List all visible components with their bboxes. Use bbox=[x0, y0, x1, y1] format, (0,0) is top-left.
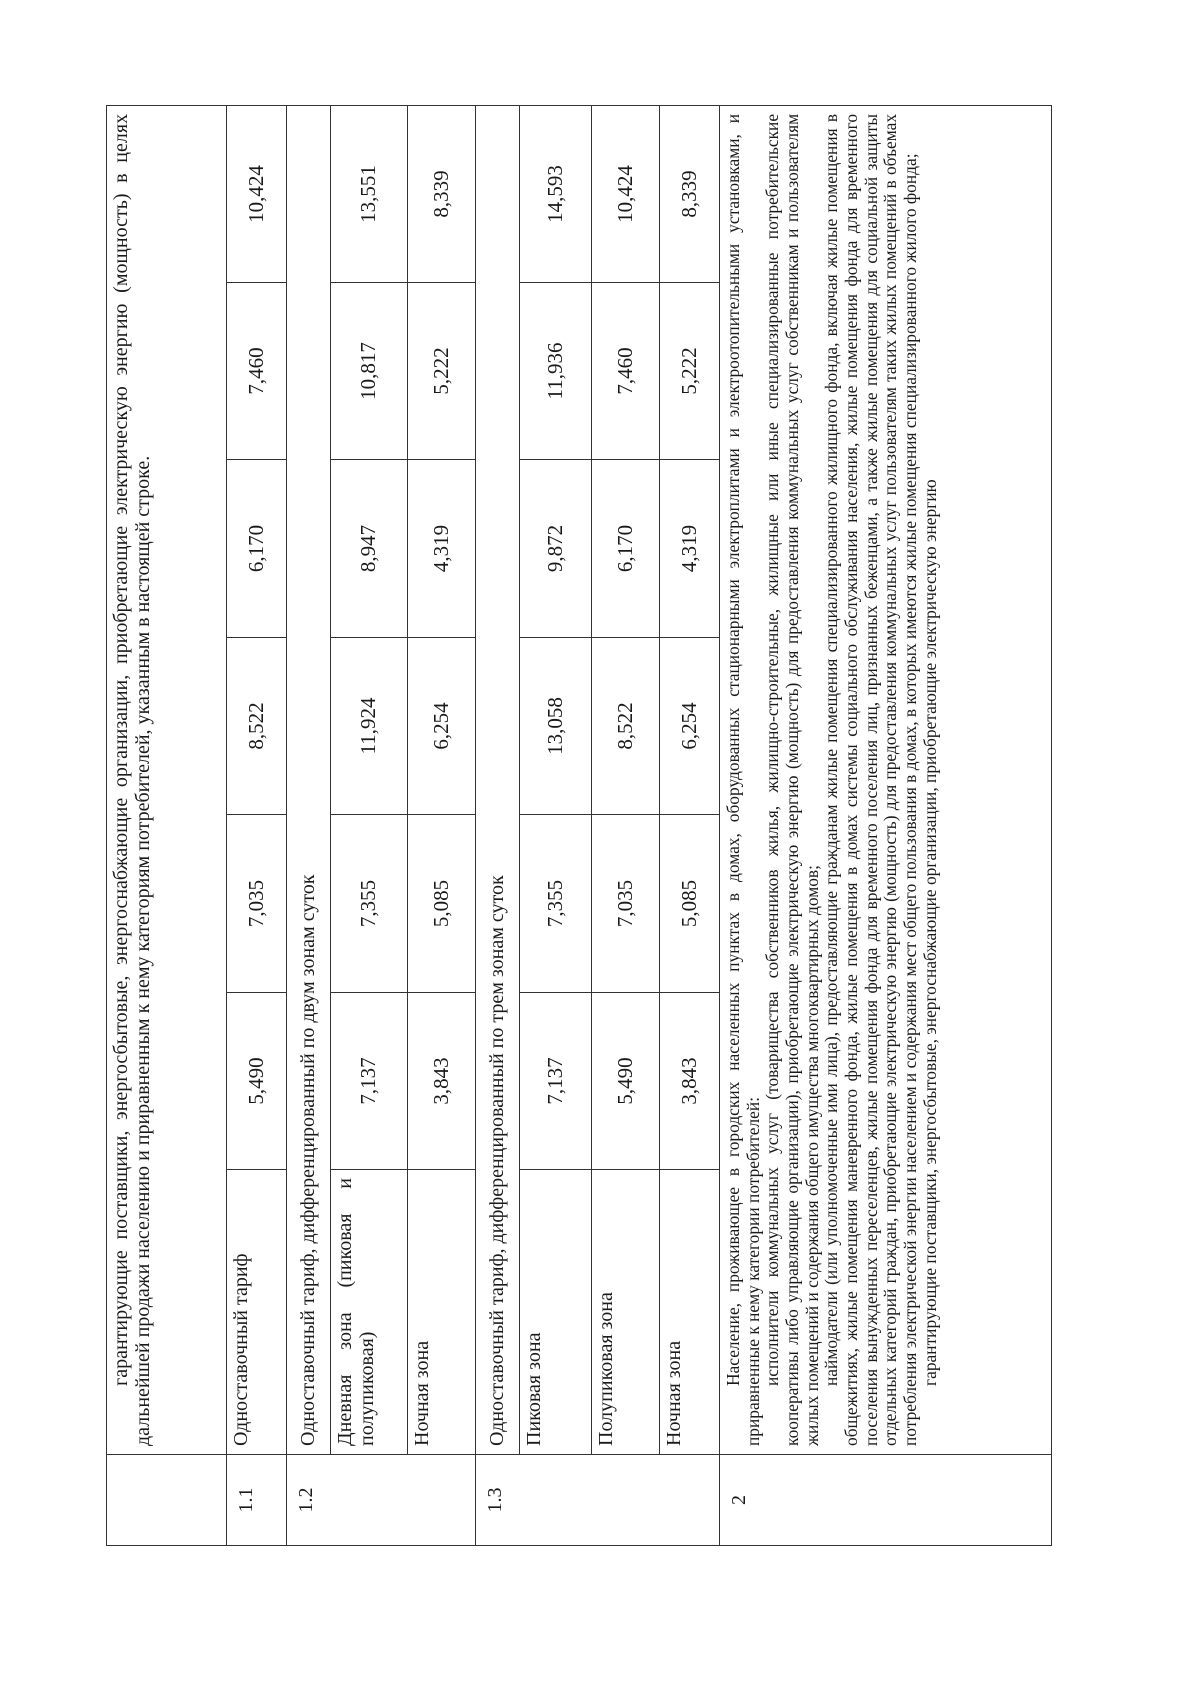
value-cell: 6,170 bbox=[227, 460, 287, 638]
index-cell bbox=[107, 1455, 227, 1546]
section-header: Одноставочный тариф, дифференцированный по двум зонам суток bbox=[287, 105, 331, 1454]
value-cell: 5,222 bbox=[408, 283, 476, 460]
value-cell: 7,460 bbox=[592, 283, 660, 460]
value-cell: 8,339 bbox=[408, 105, 476, 282]
value-cell: 7,460 bbox=[227, 283, 287, 460]
value-cell: 13,058 bbox=[520, 638, 592, 815]
table-row bbox=[592, 105, 660, 1545]
value-cell: 11,936 bbox=[520, 283, 592, 460]
table-row bbox=[408, 105, 476, 1545]
value-cell: 7,355 bbox=[520, 815, 592, 993]
value-cell: 5,490 bbox=[227, 993, 287, 1170]
header-text-cell: гарантирующие поставщики, энергосбытовые, энергоснабжающие организации, приобретающие электрическую энергию (мощность) в целях дальнейшей продажи населению и приравненным к нему категориям потребителей, указанным в настоящей строке. bbox=[107, 105, 227, 1454]
row-label: Полупиковая зона bbox=[592, 1170, 660, 1455]
paragraph: Население, проживающее в городских населенных пунктах в домах, оборудованных стационарными электроплитами и электроотопительными установками, и приравненные к нему категории потребителей: bbox=[723, 113, 763, 1446]
value-cell: 4,319 bbox=[408, 460, 476, 638]
table-row bbox=[331, 105, 408, 1545]
value-cell: 10,817 bbox=[331, 283, 408, 460]
row-number: 2 bbox=[720, 1455, 1052, 1546]
value-cell: 10,424 bbox=[592, 105, 660, 282]
value-cell: 8,522 bbox=[227, 638, 287, 815]
table-row bbox=[520, 105, 592, 1545]
table-row bbox=[476, 105, 520, 1545]
value-cell: 10,424 bbox=[227, 105, 287, 282]
value-cell: 8,522 bbox=[592, 638, 660, 815]
table-row bbox=[287, 105, 331, 1545]
paragraph: наймодатели (или уполномоченные ими лица), предоставляющие гражданам жилые помещения специализированного жилищного фонда, включая жилые помещения в общежитиях, жилые помещения маневренного фонда, жилые помещения в домах системы социального обслуживания населения, жилые помещения фонда для временного поселения вынужденных переселенцев, жилые помещения фонда для временного поселения лиц, признанных беженцами, а также жилые помещения для социальной защиты отдельных категорий граждан, приобретающие электрическую энергию (мощность) для предоставления коммунальных услуг пользователям таких жилых помещений в объемах потребления электрической энергии населением и содержания мест общего пользования в домах, в которых имеются жилые помещения специализированного жилого фонда; bbox=[821, 113, 920, 1446]
value-cell: 7,355 bbox=[331, 815, 408, 993]
row-label: Дневная зона (пиковая и полупиковая) bbox=[331, 1170, 408, 1455]
row-number: 1.3 bbox=[476, 1455, 720, 1546]
row-number: 1.2 bbox=[287, 1455, 476, 1546]
value-cell: 11,924 bbox=[331, 638, 408, 815]
value-cell: 14,593 bbox=[520, 105, 592, 282]
rotated-table-page bbox=[106, 106, 1051, 1546]
value-cell: 8,339 bbox=[660, 105, 720, 282]
table-row bbox=[660, 105, 720, 1545]
value-cell: 7,035 bbox=[592, 815, 660, 993]
tariff-table bbox=[106, 105, 1052, 1546]
value-cell: 8,947 bbox=[331, 460, 408, 638]
value-cell: 9,872 bbox=[520, 460, 592, 638]
row-number: 1.1 bbox=[227, 1455, 287, 1546]
value-cell: 5,222 bbox=[660, 283, 720, 460]
row-label: Одноставочный тариф bbox=[227, 1170, 287, 1455]
value-cell: 3,843 bbox=[408, 993, 476, 1170]
table-row bbox=[720, 105, 1052, 1545]
value-cell: 5,085 bbox=[660, 815, 720, 993]
value-cell: 7,035 bbox=[227, 815, 287, 993]
row-label: Ночная зона bbox=[660, 1170, 720, 1455]
value-cell: 5,085 bbox=[408, 815, 476, 993]
paragraph: исполнители коммунальных услуг (товарищества собственников жилья, жилищно-строительные, жилищные или иные специализированные потребительские кооперативы либо управляющие организации), приобретающие электрическую энергию (мощность) для предоставления коммунальных услуг собственникам и пользователям жилых помещений и содержания общего имущества многоквартирных домов; bbox=[762, 113, 822, 1446]
row-label: Ночная зона bbox=[408, 1170, 476, 1455]
value-cell: 6,254 bbox=[660, 638, 720, 815]
row-label: Пиковая зона bbox=[520, 1170, 592, 1455]
value-cell: 6,170 bbox=[592, 460, 660, 638]
section-header: Одноставочный тариф, дифференцированный по трем зонам суток bbox=[476, 105, 520, 1454]
category-description bbox=[720, 105, 1052, 1454]
table-row bbox=[227, 105, 287, 1545]
value-cell: 7,137 bbox=[331, 993, 408, 1170]
value-cell: 3,843 bbox=[660, 993, 720, 1170]
value-cell: 4,319 bbox=[660, 460, 720, 638]
value-cell: 13,551 bbox=[331, 105, 408, 282]
value-cell: 6,254 bbox=[408, 638, 476, 815]
value-cell: 7,137 bbox=[520, 993, 592, 1170]
value-cell: 5,490 bbox=[592, 993, 660, 1170]
paragraph: гарантирующие поставщики, энергосбытовые, энергоснабжающие организации, приобретающие электрическую энергию bbox=[919, 479, 940, 1386]
table-row bbox=[107, 105, 227, 1545]
